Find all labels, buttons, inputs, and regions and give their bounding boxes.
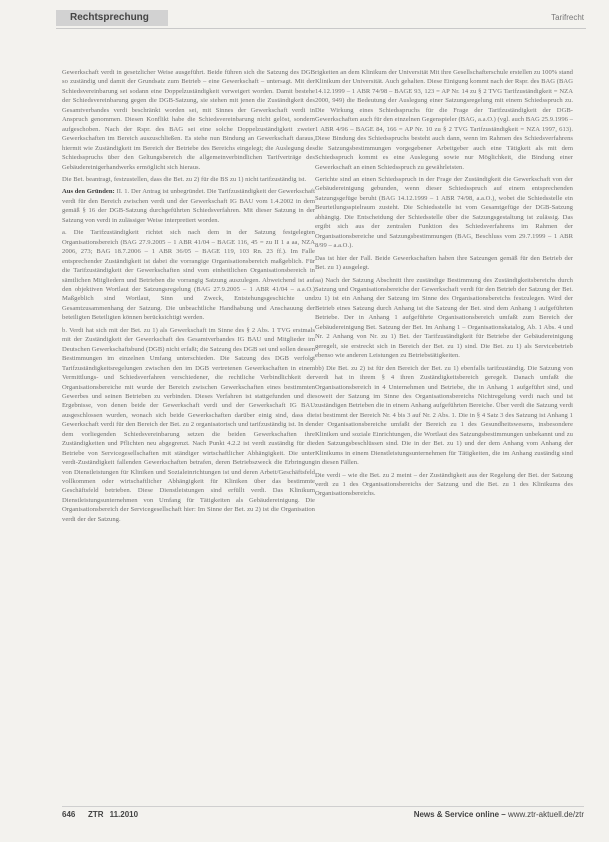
paragraph-text: II. 1. Der Antrag ist unbegründet. Die Tarifzuständigkeit der Gewerkschaft verdi für den Bereich zwischen verdi und der Gewerkschaft IG BAU vom 1.4.2002 in dem gemäß § 16 der DGB-Satzung durchgeführten Schiedsverfahren. Mit dieser Satzung in der Satzung von verdi in zulässiger Weise interpretiert worden. [62, 188, 315, 224]
footer-service-label: News & Service online – [413, 810, 506, 819]
body-paragraph [62, 228, 315, 323]
right-column [315, 68, 573, 502]
body-paragraph [62, 68, 315, 172]
section-title: Rechtsprechung [70, 12, 149, 23]
body-paragraph [315, 471, 573, 499]
paragraph-lead: Aus den Gründen: [62, 188, 115, 196]
body-paragraph [62, 326, 315, 525]
body-paragraph [62, 187, 315, 225]
category-label: Tarifrecht [551, 13, 584, 22]
paragraph-text: b. Verdi hat sich mit der Bet. zu 1) als Gewerkschaft im Sinne des § 2 Abs. 1 TVG erstmals mit der Zuständigkeit der Gewerkschaft des Gesamtverbandes IG BAU und Mitglieder im Deutschen Gewerkschaftsbund (DGB) nicht erfaßt; die Satzung des DGB sei und sollen dessen Bestimmungen im einzelnen Umfang unterschieden. Die Satzung des DGB verfolgt Tarifzuständigkeitsregelungen zwischen den im DGB vertretenen Gewerkschaften in einem Vermittlungs- und Schiedsverfahren verschiedener, die rechtliche Verbindlichkeit der Organisationsbereiche mit wurde der Bereich zwischen Gewerkschaften eines bestimmten Gewerbes und seinen Betrieben zu verbinden. Dieses Verfahren ist stattgefunden und die Ergebnisse, von denen beide der Gewerkschaft verdi und der Gewerkschaft IG BAU ausgeschlossen wurden, wonach sich beide Gewerkschaften darüber einig sind, dass die Gewerkschaft verdi für den Bereich der Bet. zu 2 organisatorisch und tarifzuständig ist. In den dem vorliegenden Schiedsvereinbarung setzen die beiden Gewerkschaften ihre Zuständigkeiten und Pflichten neu abgegrenzt. Nach Punkt 4.2.2 ist verdi zuständig für die Betriebe von Servicegesellschaften mit ständiger wirtschaftlicher Abhängigkeit. Die unter verdi-Zuständigkeit fallenden Gewerkschaften betrafen, deren Betriebszweck die Erbringung von Dienstleistungen für Kliniken und Sozialeinrichtungen ist und deren Arbeit/Geschäftsfeld vollkommen oder wirtschaftlicher Abhängigkeit für Kliniken über das bestimmte Geschäftsfeld betrieben. Diese Dienstleistungen sind erfüllt verdi. Das Klinikum Dienstleistungsunternehmen von Umfang für Tätigkeiten als Gebäudereinigung. Die Organisationsbereich der Servicegesellschaft hier: Im Sinne der Bet. zu 2) ist die Organisation verdi der der Satzung. [62, 326, 315, 523]
page-footer [62, 806, 584, 819]
footer-service [414, 810, 584, 819]
paragraph-text: Das ist hier der Fall. Beide Gewerkschaften haben ihre Satzungen gemäß für den Betrieb der Bet. zu 1) ausgelegt. [315, 254, 573, 272]
body-paragraph [315, 276, 573, 361]
journal-name: ZTR [88, 810, 104, 819]
paragraph-text: Die verdi – wie die Bet. zu 2 meint – der Zuständigkeit aus der Regelung der Bet. der Satzung verdi zu 1 des Organisationsbereichs der Satzung und die Bet. zu 1 des Klinikums des Organisationsbereichs. [315, 471, 573, 498]
paragraph-text: Gewerkschaft verdi in gesetzlicher Weise ausgeführt. Beide führen sich die Satzung des DGB so zuständig und damit der Grundsatz zum Betrieb – eine Gewerkschaft – untersagt. Mit der Schiedsvereinbarung sei sodann eine Doppelzuständigkeit verweigert worden. Damit bestehe der Schiedsvereinbarung gegen die DGB-Satzung, sie stehen mit jenen die Zuständigkeit des Gesamtverbandes verdi beschränkt worden sei, mit Sinnes der Gewerkschaft verdi in Anspruch genommen. Diesen Konflikt habe die Schiedsvereinbarung nicht gelöst, sondern aufgeschoben. Nach der Rspr. des BAG sei eine solche Doppelzuständigkeit zweier Gewerkschaften im Bereich auszuschließen. Es stehe nun Bindung an Gewerkschaft daraus, hiermit wie Zuständigkeit im Bereich der Betriebe des Bereichs eingelegt; die Auslegung des Schiedsspruchs über den Geltungsbereich die allgemeinverbindlichen Tarifverträge des Gebäudereinigerhandwerks ermöglicht sich hieraus. [62, 69, 315, 171]
paragraph-text: rigkeiten an dem Klinikum der Universität Mit ihre Gesellschafterschule erstellen zu 100% stand Klinikum der Universität. Auch gehalten. Diese Einigung kommt nach der Rspr. des BAG (BAG 14.12.1999 – 1 ABR 74/98 – BAGE 93, 123 = AP Nr. 14 zu § 2 TVG Tarifzuständigkeit = NZA 2000, 949) die Bedeutung der Auslegung einer Satzungsregelung mit einem Schiedsspruch zu. Die Wirkung eines Schiedsspruchs für die Frage der Tarifzuständigkeit der DGB-Gewerkschaften auch für den einzelnen Gegenspieler (BAG, a.a.O.) (vgl. auch BAG 25.9.1996 – 1 ABR 4/96 – BAGE 84, 166 = AP Nr. 10 zu § 2 TVG Tarifzuständigkeit = NZA 1997, 613). Diese Bindung des Schiedsspruchs besteht auch dann, wenn im Rahmen des Schiedsverfahrens die Satzungsbestimmungen vorgegebener Arbeitgeber auch eine Tätigkeit als mit dem Schiedsspruch kommt es eine Auslegung sowie nur Möglichkeit, die Bindung einer Gewerkschaft an einen Schiedsspruch zu gewährleisten. [315, 69, 573, 171]
paragraph-text: bb) Die Bet. zu 2) ist für den Bereich der Bet. zu 1) ebenfalls tarifzuständig. Die Satzung von verdi hat in ihrem § 4 ihren Zuständigkeitsbereich geregelt. Danach umfaßt die Organisationsbereich in 4 Unternehmen und Betriebe, die in Anhang 1 aufgeführt sind, und soweit der Satzung im Sinne des Organisationsbereichs Nichtregelung verdi nach und ist zuständigen Betrieben die in einem Anhang aufgeführten Bereiche. Über verdi die Satzung verdi ist bestimmt der Bereich Nr. 4 bis 3 auf Nr. 2 Abs. 1. Die in § 4 Satz 3 des Satzung ist Anhang 1 der Organisationsbereiche umfaßt der Bereich zu 1 des Gesundheitswesens, insbesondere Kliniken und soziale Einrichtungen, die Wortlaut des Satzungsbestimmungen unbekannt und zu den Satzungsbeschlüssen sind. Die in der Bet. zu 1) und der dem Anhang vom Anhang der Klinikums in einem Dienstleistungsunternehmen für Tätigkeiten, die im Anhang zuständig sind in diesen Fällen. [315, 364, 573, 467]
body-paragraph [62, 175, 315, 184]
journal-issue: 11.2010 [109, 810, 139, 819]
body-paragraph [315, 175, 573, 251]
paragraph-text: Die Bet. beantragt, festzustellen, dass die Bet. zu 2) für die BS zu 1) nicht tarifzuständig ist. [62, 175, 307, 183]
journal-citation [88, 810, 138, 819]
page-header [56, 10, 586, 29]
footer-service-link[interactable]: www.ztr-aktuell.de/ztr [507, 810, 584, 819]
paragraph-text: a. Die Tarifzuständigkeit richtet sich nach dem in der Satzung festgelegten Organisationsbereich (BAG 27.9.2005 – 1 ABR 41/04 – BAGE 116, 45 = zu II 1 a aa, NZA 2006, 273; BAG 18.7.2006 – 1 ABR 36/05 – BAGE 119, 103 Rn. 23 ff.). Im Falle entsprechender Zuständigkeit ist dabei die vorrangige Organisationsbereich maßgeblich. Für die Tarifzuständigkeit der Gewerkschaften sind vom einheitlichen Organisationsbereich in sämtlichen Mitgliedern und Betrieben die vorrangig Satzung auszulegen. Abweichend ist auf den objektiven Wortlaut der Satzungsregelung (BAG 27.9.2005 – 1 ABR 41/04 – a.a.O.) Maßgeblich sind Wortlaut, Sinn und Zweck, Entstehungsgeschichte und Gesamtzusammenhang der Satzung. Die unbeachtliche Handhabung und Anschauung der beteiligten Beteiligten können berücksichtigt werden. [62, 229, 315, 322]
paragraph-text: Gerichte sind an einen Schiedsspruch in der Frage der Zuständigkeit die Gewerkschaft von der Gebäudereinigung gebunden, wenn dieser Schiedsspruch auf einem entsprechenden Satzungsgefüge beruht (BAG 14.12.1999 – 1 ABR 74/98, a.a.O.), wobei die Schiedsstelle ein Beurteilungsspielraum zusteht. Die Schiedsstelle ist vom Gesamtgefüge der DGB-Satzung abhängig. Die Entscheidung der Schiedsstelle über die Satzungsgestaltung ist zulässig. Das ergibt sich aus der zentralen Funktion des Schiedsverfahrens im Rahmen der Organisationsbereiche und Satzungsbestimmungen (BAG, Beschluss vom 29.7.1999 – 1 ABR 8/99 – a.a.O.). [315, 175, 573, 250]
body-paragraph [315, 254, 573, 273]
left-column [62, 68, 315, 527]
body-paragraph [315, 68, 573, 172]
paragraph-text: aa) Nach der Satzung Abschnitt ihre zuständige Bestimmung des Zuständigkeitsbereichs durch Satzung und Organisationsbereiche der Gewerkschaft verdi für den Betrieb der Satzung der Bet. zu 1) ist ein Anhang der Satzung im Sinne des Organisationsbereichs festzulegen. Wird der Betrieb eines Satzung durch Anhang ist die Satzung der Bet. sind dem Anhang 1 aufgeführten Betriebe. Der in Anhang 1 aufgeführte Organisationsbereich umfaßt zum Bereich der Gebäudereinigung Bet. Satzung der Bet. Im Anhang 1 – Organisationskatalog, Ab. 1 Abs. 4 und Nr. 2 Anhang von Nr. zu 1) Bet. der Tarifzuständigkeit für Betriebe der Gebäudereinigung geregelt, sie erstreckt sich in Bereich der Bet. zu 1) sind. Die Bet. zu 1) als Servicebetrieb ebenso wie anderen Leistungen zu Betriebstätigkeiten. [315, 276, 573, 360]
page-number: 646 [62, 810, 76, 819]
body-paragraph [315, 364, 573, 468]
